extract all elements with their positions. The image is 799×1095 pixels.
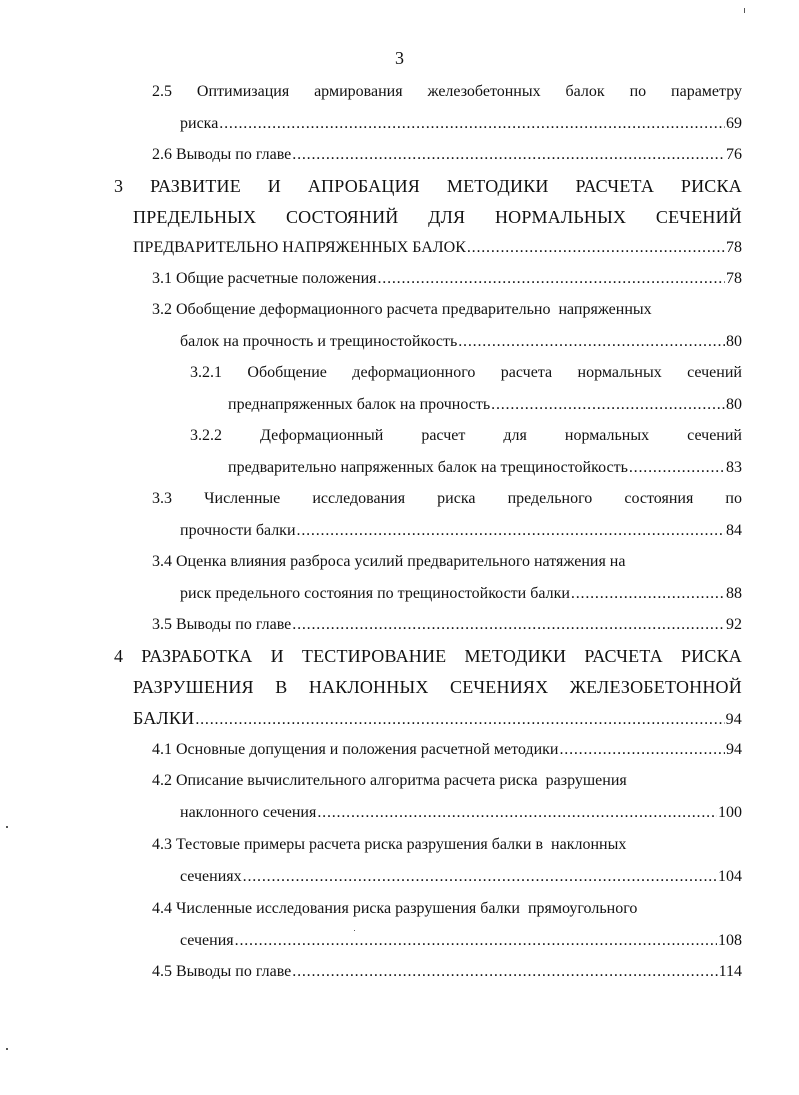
toc-word: 3.2.1 (190, 364, 222, 381)
toc-word: СОСТОЯНИЙ (285, 207, 399, 227)
toc-word: 2.5 (152, 83, 172, 100)
toc-word: состояния (624, 490, 694, 507)
toc-3-2-line2 (180, 330, 742, 354)
dot-leader (243, 865, 717, 889)
toc-entry-text: сечения (180, 932, 234, 949)
toc-entry-text: предварительно напряженных балок на трещиностойкость (228, 459, 628, 476)
toc-word: расчета (500, 364, 553, 381)
toc-page-number: 76 (726, 146, 742, 163)
toc-4-5 (152, 960, 742, 984)
toc-3-2-line1: 3.2 Обобщение деформационного расчета предварительно напряженных (152, 301, 652, 318)
toc-3-5 (152, 613, 742, 637)
dot-leader (629, 456, 725, 480)
toc-word: деформационного (352, 364, 476, 381)
toc-word: РАЗВИТИЕ (150, 176, 241, 196)
toc-word: РИСКА (680, 176, 742, 196)
toc-word: СЕЧЕНИЙ (655, 207, 742, 227)
toc-entry-text: преднапряженных балок на прочность (228, 396, 491, 413)
toc-word: 3 (114, 176, 124, 196)
toc-chapter-3-line1 (114, 174, 742, 198)
toc-word: сечений (687, 364, 742, 381)
toc-page-number: 78 (726, 239, 742, 256)
dot-leader (467, 236, 725, 260)
toc-entry-text: ПРЕДВАРИТЕЛЬНО НАПРЯЖЕННЫХ БАЛОК (133, 239, 466, 256)
toc-word: Обобщение (247, 364, 327, 381)
toc-word: параметру (671, 83, 742, 100)
toc-word: Численные (204, 490, 281, 507)
toc-entry-text: 4.1 Основные допущения и положения расчетной методики (152, 741, 559, 758)
toc-4-3-line2 (180, 865, 742, 889)
toc-4-3-line1: 4.3 Тестовые примеры расчета риска разрушения балки в наклонных (152, 836, 627, 853)
toc-chapter-3-line2 (133, 205, 742, 229)
toc-3-2-1-line1 (190, 361, 742, 385)
toc-page-number: 100 (718, 804, 742, 821)
toc-entry-text: 3.5 Выводы по главе (152, 616, 292, 633)
toc-word: И (267, 176, 281, 196)
toc-word: балок (565, 83, 605, 100)
dot-leader (292, 143, 725, 167)
toc-page-number: 92 (726, 616, 742, 633)
toc-word: СЕЧЕНИЯХ (450, 677, 549, 697)
toc-word: ПРЕДЕЛЬНЫХ (133, 207, 257, 227)
toc-word: РАСЧЕТА (584, 646, 663, 666)
toc-entry-text: сечениях (180, 868, 242, 885)
toc-word: армирования (314, 83, 403, 100)
toc-chapter-4-line1 (114, 644, 742, 668)
toc-entry-text: 2.6 Выводы по главе (152, 146, 292, 163)
toc-word: по (725, 490, 742, 507)
toc-page-number: 83 (726, 459, 742, 476)
toc-page-number: 104 (718, 868, 742, 885)
toc-word: ЖЕЛЕЗОБЕТОННОЙ (569, 677, 742, 697)
dot-leader (297, 519, 725, 543)
toc-4-1 (152, 738, 742, 762)
toc-page-number: 69 (726, 115, 742, 132)
toc-entry-text: БАЛКИ (133, 708, 195, 728)
toc-4-2-line1: 4.2 Описание вычислительного алгоритма расчета риска разрушения (152, 772, 627, 789)
toc-word: РАЗРАБОТКА (141, 646, 253, 666)
dot-leader (292, 613, 725, 637)
toc-page-number: 84 (726, 522, 742, 539)
toc-4-4-line1: 4.4 Численные исследования риска разрушения балки прямоугольного (152, 900, 638, 917)
toc-word: железобетонных (427, 83, 541, 100)
toc-3-4-line2 (180, 582, 742, 606)
dot-leader (195, 708, 724, 732)
dot-leader (571, 582, 725, 606)
toc-entry-text: наклонного сечения (180, 804, 317, 821)
toc-word: Деформационный (260, 427, 384, 444)
toc-word: МЕТОДИКИ (446, 176, 549, 196)
toc-page-number: 94 (725, 711, 742, 728)
toc-word: сечений (687, 427, 742, 444)
scan-speck (354, 930, 355, 931)
toc-chapter-4-line3 (133, 706, 742, 730)
toc-page-number: 108 (718, 932, 742, 949)
toc-word: риска (437, 490, 476, 507)
toc-word: предельного (507, 490, 593, 507)
dot-leader (219, 112, 725, 136)
toc-word: ДЛЯ (428, 207, 466, 227)
toc-page-number: 114 (718, 963, 742, 980)
toc-word: 4 (114, 646, 124, 666)
toc-entry-text: 3.1 Общие расчетные положения (152, 270, 377, 287)
toc-entry-text: риска (180, 115, 219, 132)
toc-word: расчет (421, 427, 466, 444)
toc-word: И (270, 646, 284, 666)
toc-page-number: 88 (726, 585, 742, 602)
toc-3-2-2-line2 (228, 456, 742, 480)
toc-word: для (503, 427, 527, 444)
toc-word: НАКЛОННЫХ (308, 677, 429, 697)
toc-3-3-line1 (152, 487, 742, 511)
toc-page-number: 80 (726, 333, 742, 350)
toc-word: АПРОБАЦИЯ (307, 176, 420, 196)
toc-4-4-line2 (180, 929, 742, 953)
toc-4-2-line2 (180, 801, 742, 825)
toc-3-4-line1: 3.4 Оценка влияния разброса усилий предварительного натяжения на (152, 553, 626, 570)
toc-word: Оптимизация (196, 83, 290, 100)
toc-2-5-line2 (180, 112, 742, 136)
toc-word: нормальных (564, 427, 650, 444)
scan-speck (744, 8, 745, 13)
toc-word: исследования (312, 490, 406, 507)
toc-word: по (629, 83, 647, 100)
dot-leader (317, 801, 717, 825)
toc-word: РАЗРУШЕНИЯ (133, 677, 254, 697)
toc-word: РАСЧЕТА (575, 176, 655, 196)
toc-3-3-line2 (180, 519, 742, 543)
toc-chapter-3-line3 (133, 236, 742, 260)
toc-word: НОРМАЛЬНЫХ (494, 207, 627, 227)
toc-word: В (275, 677, 288, 697)
page-number: 3 (395, 48, 404, 68)
toc-3-1 (152, 267, 742, 291)
dot-leader (235, 929, 717, 953)
toc-3-2-2-line1 (190, 424, 742, 448)
dot-leader (458, 330, 725, 354)
toc-page-number: 80 (726, 396, 742, 413)
toc-3-2-1-line2 (228, 393, 742, 417)
toc-entry-text: балок на прочность и трещиностойкость (180, 333, 458, 350)
toc-entry-text: прочности балки (180, 522, 296, 539)
toc-chapter-4-line2 (133, 675, 742, 699)
toc-word: 3.3 (152, 490, 172, 507)
toc-page-number: 94 (726, 741, 742, 758)
toc-page-number: 78 (726, 270, 742, 287)
dot-leader (292, 960, 717, 984)
toc-entry-text: 4.5 Выводы по главе (152, 963, 292, 980)
dot-leader (491, 393, 725, 417)
dot-leader (377, 267, 725, 291)
toc-2-5-line1 (152, 80, 742, 104)
toc-word: 3.2.2 (190, 427, 222, 444)
toc-word: МЕТОДИКИ (464, 646, 567, 666)
scan-speck (6, 1048, 8, 1050)
toc-word: нормальных (577, 364, 662, 381)
dot-leader (559, 738, 725, 762)
toc-word: РИСКА (680, 646, 742, 666)
toc-word: ТЕСТИРОВАНИЕ (301, 646, 447, 666)
toc-2-6 (152, 143, 742, 167)
scan-speck (6, 826, 8, 828)
toc-entry-text: риск предельного состояния по трещиностойкости балки (180, 585, 570, 602)
